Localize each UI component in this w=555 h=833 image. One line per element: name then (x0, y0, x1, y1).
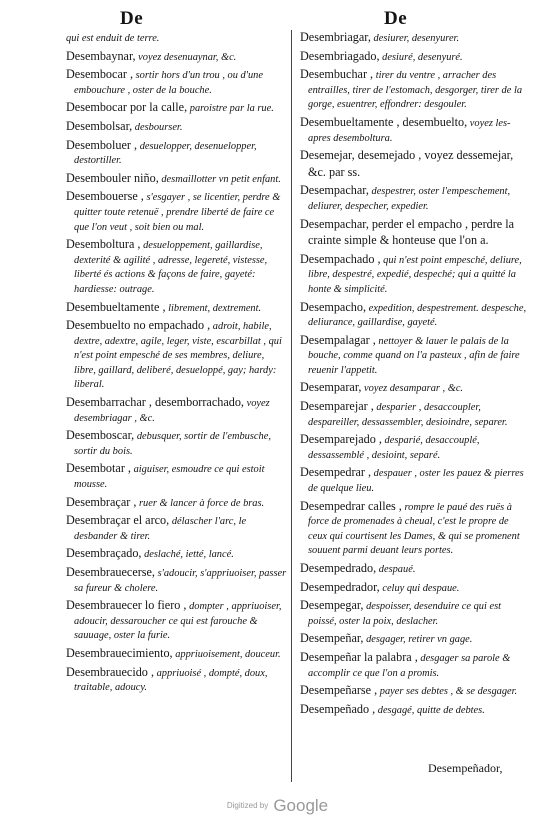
entry-definition: despaué. (378, 564, 416, 575)
dictionary-entry (66, 100, 288, 117)
entry-definition: voyez les-apres desemboltura. (308, 117, 511, 144)
dictionary-entry (300, 432, 528, 463)
dictionary-entry (300, 631, 528, 648)
entry-definition: desbourser. (134, 121, 183, 133)
entry-definition: s'esgayer , se licentier, perdre & quitter toute retenuë , prendre liberté de faire ce que l'on veut , soit bien ou mal. (74, 192, 281, 233)
dictionary-entry (300, 49, 528, 66)
google-logo: Google (273, 796, 329, 815)
entry-definition: délascher l'arc, le desbander & tirer. (74, 516, 247, 542)
dictionary-entry (66, 189, 288, 235)
entry-definition: despestrer, oster l'empeschement, deliurer, despecher, expedier. (308, 186, 511, 212)
entry-headword: Desempachar, perder el empacho , perdre la crainte simple & honteuse que l'on a. (300, 216, 515, 248)
entry-headword: Desembrauecer lo fiero , (66, 598, 187, 613)
entry-definition: rompre le paué des ruës à force de promenades à cheual, c'est le propre de ceux qui courtisent les Dames, & qui se promenent souuent parmi deuant leurs portes. (308, 501, 520, 557)
dictionary-entry (300, 30, 528, 47)
running-head-right: De (384, 8, 408, 29)
entry-definition: payer ses debtes , & se desgager. (379, 686, 518, 698)
dictionary-entry (300, 702, 528, 719)
entry-definition: celuy qui despaue. (382, 582, 460, 594)
dictionary-entry (66, 598, 288, 644)
dictionary-entry (300, 183, 528, 214)
entry-headword: Desembotar , (66, 461, 131, 476)
entry-headword: Desembraçado, (66, 546, 142, 561)
entry-headword: Desembocar por la calle, (66, 100, 188, 115)
dictionary-entry (66, 565, 288, 596)
entry-headword: Desemparejar , (300, 399, 374, 414)
dictionary-entry (300, 580, 528, 597)
entry-headword: Desembrauecerse, (66, 565, 155, 579)
digitized-footer (0, 796, 555, 816)
entry-headword: Desempachado , (300, 251, 381, 266)
entry-definition: desiurer, desenyurer. (373, 33, 460, 44)
catchword: Desempeñador, (428, 761, 503, 775)
digitized-label: Digitized by (226, 801, 269, 810)
dictionary-entry (66, 318, 288, 393)
dictionary-entry (66, 138, 288, 169)
entry-definition: adroit, habile, dextre, adextre, agile, leger, viste, escarbillat , qui n'est point empesché de ses membres, deliure, libre, gaillard, deliberé, desueloppé, gay; hardy: liberal. (74, 321, 282, 391)
entry-headword: Desemboscar, (66, 428, 135, 443)
dictionary-entry (300, 67, 528, 113)
dictionary-entry (66, 495, 288, 512)
entry-headword: Desembuelto no empachado , (66, 318, 211, 333)
entry-definition: desgagé, quitte de debtes. (377, 704, 485, 716)
dictionary-entry (300, 252, 528, 298)
entry-headword: Desemboluer , (66, 137, 138, 152)
dictionary-entry (66, 49, 288, 66)
entry-definition: paroistre par la rue. (189, 103, 274, 115)
dictionary-entry (66, 67, 288, 98)
entry-definition: ruer & lancer à force de bras. (139, 497, 265, 509)
entry-headword: Desembrauecido , (66, 664, 154, 679)
entry-headword: Desempacho, (300, 299, 366, 314)
dictionary-entry (300, 333, 528, 379)
entry-definition: sortir hors d'un trou , ou d'une embouchure , oster de la bouche. (74, 70, 263, 96)
entry-definition: voyez desenuaynar, &c. (138, 51, 237, 63)
entry-headword: Desemejar, desemejado , voyez dessemejar, &c. par ss. (300, 148, 514, 179)
entry-headword: Desembueltamente , (66, 299, 166, 314)
entry-headword: Desembaynar, (66, 48, 136, 63)
entry-definition: expedition, despestrement. despesche, deliurance, gaillardise, gayeté. (308, 302, 527, 329)
dictionary-entry (66, 237, 288, 297)
entry-definition: qui est enduit de terre. (66, 33, 160, 44)
dictionary-entry (300, 217, 528, 250)
dictionary-entry (300, 598, 528, 629)
entry-headword: Desembraçar , (66, 494, 137, 509)
entry-definition: nettoyer & lauer le palais de la bouche, comme quand on l'a pasteux , afin de faire reuenir l'appetit. (308, 335, 520, 376)
entry-headword: Desembriagar, (300, 30, 371, 44)
entry-definition: debusquer, sortir de l'embusche, sortir du bois. (74, 431, 271, 457)
entry-definition: desparier , desaccoupler, despareiller, dessassembler, desioindre, separer. (308, 402, 508, 428)
entry-definition: librement, dextrement. (168, 302, 262, 314)
entry-definition: despauer , oster les pauez & pierres de quelque lieu. (308, 468, 524, 495)
left-column (66, 30, 288, 698)
dictionary-entry (66, 428, 288, 459)
entry-headword: Desemparar, (300, 380, 362, 395)
entry-headword: Desemboltura , (66, 237, 141, 252)
entry-headword: Desembouerse , (66, 189, 144, 204)
dictionary-entry (66, 461, 288, 492)
entry-definition: tirer du ventre , arracher des entrailles, tirer de l'estomach, desgorger, tirer de la gorge, esuentrer, effondrer: desgouler. (308, 70, 523, 111)
entry-definition: desuelopper, desenuelopper, destortiller. (74, 140, 257, 167)
dictionary-entry (66, 300, 288, 317)
entry-headword: Desempeñado , (300, 701, 376, 716)
dictionary-entry (300, 561, 528, 578)
running-head-left: De (120, 8, 144, 29)
dictionary-entry (66, 646, 288, 663)
entry-headword: Desembarrachar , desemborrachado, (66, 395, 244, 410)
entry-headword: Desempedrar calles , (300, 498, 402, 513)
entry-headword: Desembouler niño, (66, 170, 159, 185)
column-divider (291, 30, 292, 782)
entry-headword: Desempedrador, (300, 579, 380, 594)
dictionary-entry (66, 395, 288, 426)
dictionary-entry (300, 380, 528, 397)
entry-definition: aiguiser, esmoudre ce qui estoit mousse. (74, 464, 265, 491)
dictionary-entry (300, 465, 528, 496)
entry-headword: Desempedrar , (300, 465, 372, 480)
entry-definition: desmaillotter vn petit enfant. (161, 173, 281, 185)
entry-definition: desueloppement, gaillardise, dexterité & agilité , adresse, legereté, vistesse, liberté és actions & façons de faire, gayeté: hardiesse: outrage. (74, 240, 268, 295)
dictionary-entry (300, 300, 528, 331)
entry-definition: s'adoucir, s'appriuoiser, passer sa fureur & cholere. (74, 568, 287, 594)
dictionary-entry (300, 650, 528, 681)
entry-definition: desgager, retirer vn gage. (366, 634, 473, 646)
entry-definition: voyez desamparar , &c. (364, 383, 464, 395)
entry-definition: despoisser, desenduire ce qui est poissé, oster la poix, deslacher. (308, 601, 502, 627)
entry-headword: Desembraçar el arco, (66, 513, 170, 528)
dictionary-entry (66, 171, 288, 188)
dictionary-entry (66, 513, 288, 544)
dictionary-entry (300, 499, 528, 559)
entry-definition: desiuré, desenyuré. (382, 51, 463, 63)
dictionary-entry (66, 30, 288, 47)
dictionary-entry (66, 119, 288, 136)
entry-headword: Desempeñar la palabra , (300, 649, 418, 664)
entry-definition: dompter , appriuoiser, adoucir, dessaroucher ce qui est farouche & sauuage, oster la furie. (74, 601, 282, 642)
entry-headword: Desemparejado , (300, 432, 382, 447)
entry-definition: desparié, desaccouplé, dessassemblé , desioint, separé. (308, 435, 480, 461)
dictionary-entry (66, 665, 288, 696)
entry-definition: voyez desembriagar , &c. (74, 398, 270, 424)
dictionary-entry (300, 148, 528, 181)
entry-definition: desgager sa parole & accomplir ce que l'on a promis. (308, 652, 511, 679)
entry-headword: Desempegar, (300, 598, 364, 613)
entry-headword: Desempalagar , (300, 332, 376, 347)
right-column (300, 30, 528, 720)
entry-definition: appriuoisement, douceur. (175, 648, 281, 660)
entry-headword: Desembuchar , (300, 67, 374, 82)
entry-headword: Desempeñarse , (300, 683, 378, 698)
entry-headword: Desempedrado, (300, 561, 377, 575)
entry-headword: Desembueltamente , desembuelto, (300, 114, 468, 129)
dictionary-entry (300, 399, 528, 430)
entry-definition: deslaché, ietté, lancé. (144, 549, 234, 561)
entry-definition: appriuoisé , dompté, doux, traitable, adoucy. (74, 667, 268, 694)
entry-headword: Desempachar, (300, 183, 369, 198)
entry-headword: Desembolsar, (66, 118, 133, 133)
entry-headword: Desembriagado, (300, 48, 380, 63)
dictionary-entry (300, 683, 528, 700)
dictionary-entry (300, 115, 528, 146)
entry-definition: qui n'est point empesché, deliure, libre, despestré, expedié, despeché; qui a quitté la honte & simplicité. (308, 254, 522, 295)
entry-headword: Desembocar , (66, 67, 134, 82)
entry-headword: Desembrauecimiento, (66, 645, 173, 660)
entry-headword: Desempeñar, (300, 631, 364, 646)
dictionary-entry (66, 546, 288, 563)
